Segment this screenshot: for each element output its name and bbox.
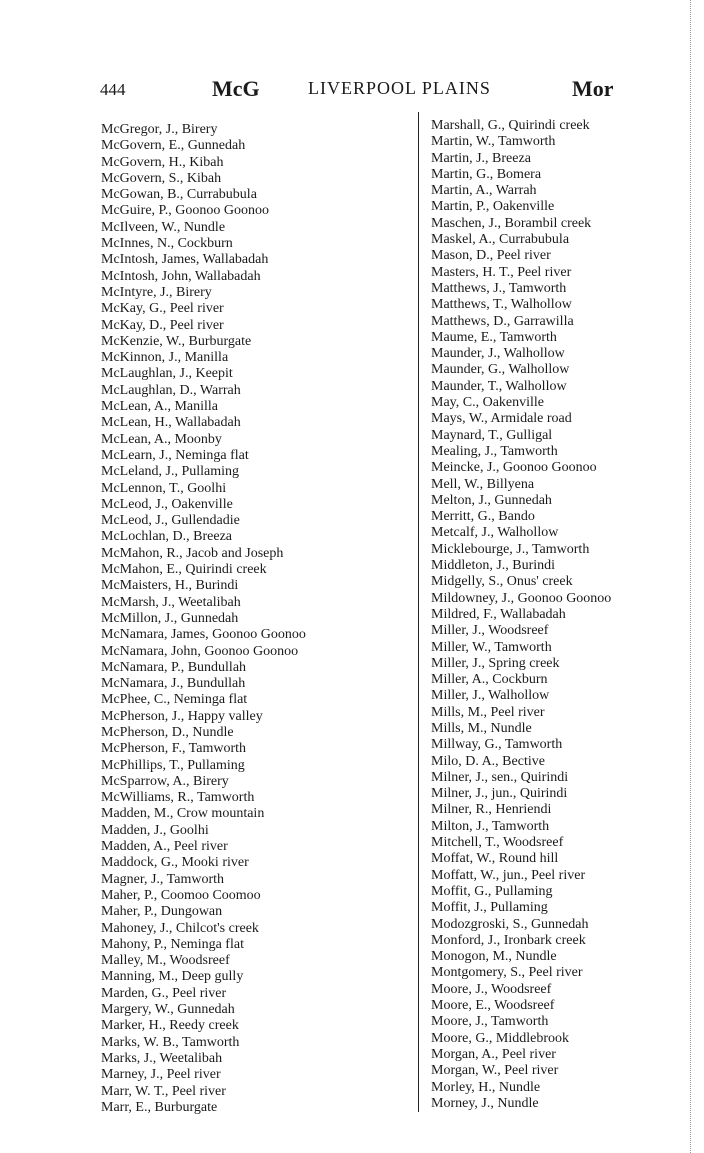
- directory-entry: Morney, J., Nundle: [431, 1095, 539, 1111]
- directory-entry: Milo, D. A., Bective: [431, 753, 545, 769]
- directory-entry: Moore, G., Middlebrook: [431, 1030, 570, 1046]
- directory-entry: McMaisters, H., Burindi: [101, 578, 239, 594]
- directory-entry: Mills, M., Peel river: [431, 704, 545, 720]
- directory-entry: Moffatt, W., jun., Peel river: [431, 867, 586, 883]
- directory-entry: Madden, A., Peel river: [101, 839, 228, 855]
- directory-entry: McLean, A., Manilla: [101, 399, 219, 415]
- directory-entry: McLennon, T., Goolhi: [101, 480, 227, 496]
- directory-entry: McIntosh, James, Wallabadah: [101, 252, 269, 268]
- page-number: 444: [100, 80, 126, 99]
- directory-entry: Morgan, A., Peel river: [431, 1046, 556, 1062]
- directory-entry: Madden, J., Goolhi: [101, 822, 209, 838]
- directory-entry: McLeod, J., Oakenville: [101, 496, 233, 512]
- directory-entry: Moffit, J., Pullaming: [431, 900, 548, 916]
- directory-entry: Mealing, J., Tamworth: [431, 443, 558, 459]
- directory-entry: Maume, E., Tamworth: [431, 329, 557, 345]
- directory-entry: Mahoney, J., Chilcot's creek: [101, 920, 259, 936]
- directory-entry: McWilliams, R., Tamworth: [101, 790, 255, 806]
- directory-entry: Morgan, W., Peel river: [431, 1063, 559, 1079]
- directory-entry: Magner, J., Tamworth: [101, 871, 225, 887]
- directory-entry: Moore, J., Woodsreef: [431, 981, 552, 997]
- directory-entry: Milner, R., Henriendi: [431, 802, 552, 818]
- directory-entry: Martin, G., Bomera: [431, 166, 542, 182]
- directory-entry: Maher, P., Coomoo Coomoo: [101, 887, 261, 903]
- page-title: LIVERPOOL PLAINS: [308, 78, 491, 98]
- directory-entry: Meincke, J., Goonoo Goonoo: [431, 460, 597, 476]
- directory-entry: Matthews, D., Garrawilla: [431, 313, 574, 329]
- directory-entry: Marney, J., Peel river: [101, 1067, 221, 1083]
- directory-entry: May, C., Oakenville: [431, 395, 545, 411]
- directory-entry: McGowan, B., Currabubula: [101, 187, 257, 203]
- directory-entry: McNamara, James, Goonoo Goonoo: [101, 627, 306, 643]
- directory-entry: Montgomery, S., Peel river: [431, 965, 583, 981]
- directory-entry: Morley, H., Nundle: [431, 1079, 541, 1095]
- directory-entry: Millway, G., Tamworth: [431, 737, 563, 753]
- directory-entry: McLochlan, D., Breeza: [101, 529, 232, 545]
- directory-entry: Miller, W., Tamworth: [431, 639, 552, 655]
- directory-entry: Micklebourge, J., Tamworth: [431, 541, 590, 557]
- directory-entry: McLaughlan, J., Keepit: [101, 366, 233, 382]
- directory-entry: Miller, A., Cockburn: [431, 672, 548, 688]
- directory-entry: McIntyre, J., Birery: [101, 284, 212, 300]
- page-edge-dots: [690, 0, 695, 1153]
- directory-entry: Marden, G., Peel river: [101, 985, 227, 1001]
- directory-entry: Maynard, T., Gulligal: [431, 427, 553, 443]
- directory-entry: Monogon, M., Nundle: [431, 949, 557, 965]
- directory-entry: McGovern, H., Kibah: [101, 154, 224, 170]
- directory-entry: McNamara, J., Bundullah: [101, 676, 246, 692]
- directory-entry: Moore, J., Tamworth: [431, 1014, 549, 1030]
- directory-entry: Martin, J., Breeza: [431, 150, 531, 166]
- directory-entry: McMahon, E., Quirindi creek: [101, 562, 267, 578]
- directory-entry: Mildowney, J., Goonoo Goonoo: [431, 590, 612, 606]
- directory-entry: Maskel, A., Currabubula: [431, 232, 570, 248]
- directory-entry: Miller, J., Walhollow: [431, 688, 550, 704]
- directory-entry: Marr, W. T., Peel river: [101, 1083, 226, 1099]
- directory-entry: McNamara, John, Goonoo Goonoo: [101, 643, 299, 659]
- directory-entry: McInnes, N., Cockburn: [101, 236, 233, 252]
- directory-entry: McPhee, C., Neminga flat: [101, 692, 248, 708]
- directory-entry: Mays, W., Armidale road: [431, 411, 572, 427]
- directory-entry: Marker, H., Reedy creek: [101, 1018, 239, 1034]
- directory-entry: Moffit, G., Pullaming: [431, 883, 553, 899]
- directory-entry: McIntosh, John, Wallabadah: [101, 268, 261, 284]
- directory-entry: Merritt, G., Bando: [431, 509, 535, 525]
- directory-entry: Milner, J., jun., Quirindi: [431, 786, 568, 802]
- directory-entry: Mitchell, T., Woodsreef: [431, 835, 564, 851]
- directory-entry: Marks, J., Weetalibah: [101, 1050, 223, 1066]
- directory-entry: Masters, H. T., Peel river: [431, 264, 572, 280]
- directory-entry: Martin, W., Tamworth: [431, 134, 556, 150]
- directory-entry: McPherson, F., Tamworth: [101, 741, 247, 757]
- directory-entry: McKenzie, W., Burburgate: [101, 333, 252, 349]
- directory-entry: McLeod, J., Gullendadie: [101, 513, 240, 529]
- directory-entry: McGovern, E., Gunnedah: [101, 138, 246, 154]
- directory-entry: Maunder, G., Walhollow: [431, 362, 570, 378]
- directory-entry: Malley, M., Woodsreef: [101, 953, 230, 969]
- directory-entry: McGovern, S., Kibah: [101, 170, 222, 186]
- directory-entry: McPherson, D., Nundle: [101, 724, 234, 740]
- directory-entry: McMarsh, J., Weetalibah: [101, 594, 241, 610]
- directory-entry: McGregor, J., Birery: [101, 122, 218, 137]
- directory-entry: Monford, J., Ironbark creek: [431, 932, 586, 948]
- directory-entry: McPhillips, T., Pullaming: [101, 757, 245, 773]
- directory-entry: McPherson, J., Happy valley: [101, 708, 263, 724]
- directory-entry: McIlveen, W., Nundle: [101, 219, 226, 235]
- directory-entry: McLean, H., Wallabadah: [101, 415, 241, 431]
- directory-entry: Mills, M., Nundle: [431, 720, 532, 736]
- directory-entry: McKay, G., Peel river: [101, 301, 224, 317]
- right-column: [431, 118, 611, 1112]
- directory-entry: Margery, W., Gunnedah: [101, 1002, 235, 1018]
- directory-entry: Marshall, G., Quirindi creek: [431, 118, 590, 133]
- directory-entry: Mell, W., Billyena: [431, 476, 535, 492]
- directory-entry: Moffat, W., Round hill: [431, 851, 559, 867]
- directory-entry: Maschen, J., Borambil creek: [431, 215, 592, 231]
- directory-entry: Milner, J., sen., Quirindi: [431, 769, 569, 785]
- directory-entry: Modozgroski, S., Gunnedah: [431, 916, 589, 932]
- directory-entry: McSparrow, A., Birery: [101, 773, 229, 789]
- directory-entry: Mason, D., Peel river: [431, 248, 551, 264]
- directory-entry: Maunder, T., Walhollow: [431, 378, 567, 394]
- directory-entry: Matthews, J., Tamworth: [431, 280, 567, 296]
- directory-entry: Mahony, P., Neminga flat: [101, 936, 244, 952]
- directory-entry: Moore, E., Woodsreef: [431, 998, 555, 1014]
- directory-entry: Matthews, T., Walhollow: [431, 297, 572, 313]
- column-divider: [418, 112, 419, 1112]
- directory-entry: Martin, P., Oakenville: [431, 199, 555, 215]
- directory-entry: Maunder, J., Walhollow: [431, 346, 565, 362]
- directory-entry: McLean, A., Moonby: [101, 431, 222, 447]
- directory-entry: Madden, M., Crow mountain: [101, 806, 265, 822]
- directory-entry: Marr, E., Burburgate: [101, 1099, 218, 1115]
- directory-entry: Manning, M., Deep gully: [101, 969, 244, 985]
- directory-entry: Miller, J., Woodsreef: [431, 623, 549, 639]
- left-column: [101, 122, 306, 1116]
- directory-entry: Miller, J., Spring creek: [431, 655, 560, 671]
- directory-entry: Milton, J., Tamworth: [431, 818, 550, 834]
- right-guide-word: Mor: [572, 76, 614, 101]
- directory-entry: McKay, D., Peel river: [101, 317, 224, 333]
- directory-entry: McLearn, J., Neminga flat: [101, 447, 249, 463]
- left-guide-word: McG: [212, 76, 260, 101]
- page-header: [0, 76, 704, 106]
- directory-entry: Midgelly, S., Onus' creek: [431, 574, 573, 590]
- directory-entry: McLeland, J., Pullaming: [101, 464, 240, 480]
- directory-entry: Martin, A., Warrah: [431, 183, 537, 199]
- directory-entry: Maher, P., Dungowan: [101, 904, 223, 920]
- directory-entry: McMillon, J., Gunnedah: [101, 610, 239, 626]
- directory-entry: Metcalf, J., Walhollow: [431, 525, 559, 541]
- directory-entry: McGuire, P., Goonoo Goonoo: [101, 203, 269, 219]
- directory-entry: Mildred, F., Wallabadah: [431, 606, 566, 622]
- directory-entry: Maddock, G., Mooki river: [101, 855, 249, 871]
- directory-entry: McKinnon, J., Manilla: [101, 350, 229, 366]
- directory-entry: Melton, J., Gunnedah: [431, 492, 552, 508]
- directory-entry: McMahon, R., Jacob and Joseph: [101, 545, 284, 561]
- directory-entry: Marks, W. B., Tamworth: [101, 1034, 240, 1050]
- directory-entry: Middleton, J., Burindi: [431, 558, 556, 574]
- directory-entry: McLaughlan, D., Warrah: [101, 382, 241, 398]
- directory-entry: McNamara, P., Bundullah: [101, 659, 247, 675]
